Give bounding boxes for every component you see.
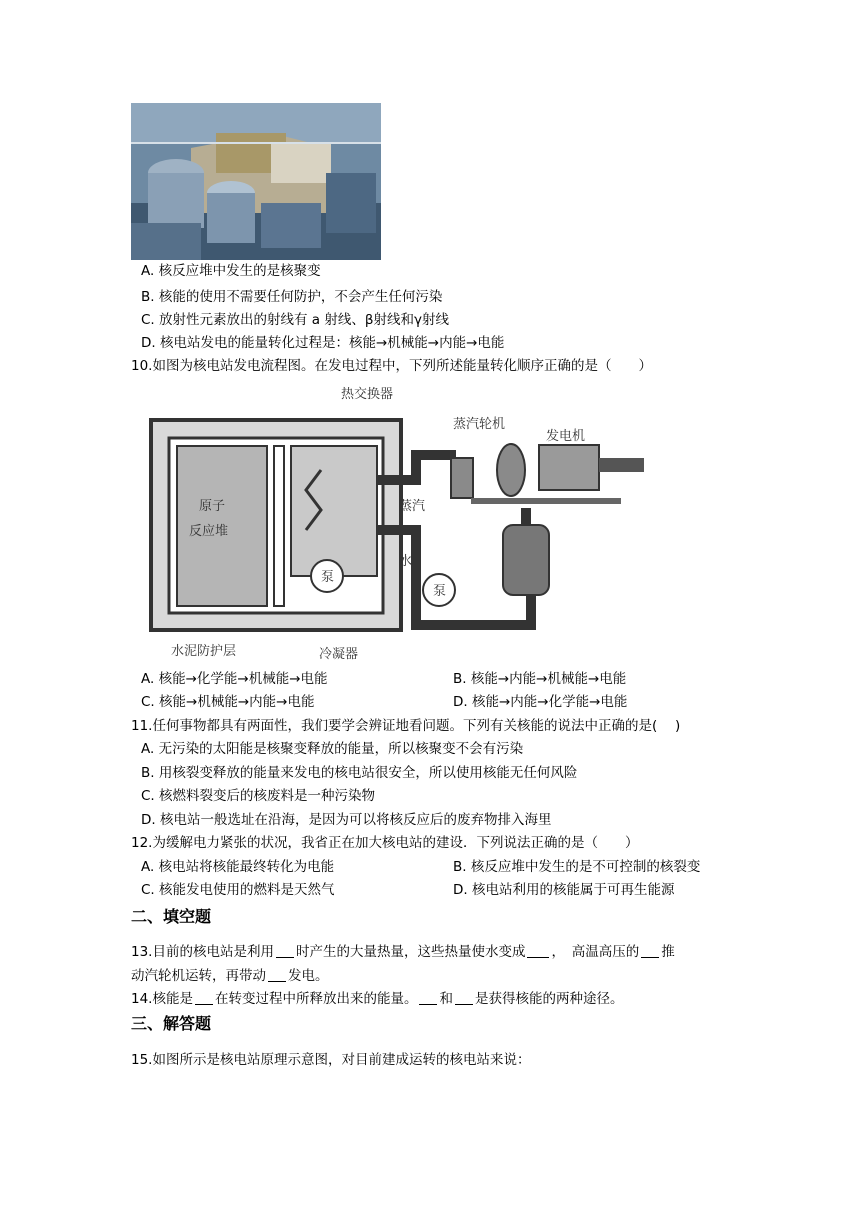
q13-line2 <box>131 967 329 985</box>
steam-label: 蒸汽 <box>399 499 426 514</box>
condenser-label: 冷凝器 <box>319 647 359 662</box>
reactor-label-line1: 原子 <box>199 499 226 514</box>
nuclear-power-flow-diagram <box>131 380 651 665</box>
q12-option-a: A. 核电站将核能最终转化为电能 <box>141 859 335 875</box>
q14-blank-3[interactable] <box>455 990 473 1005</box>
q14-text-3: 和 <box>439 991 453 1007</box>
q11-option-a: A. 无污染的太阳能是核聚变释放的能量，所以核聚变不会有污染 <box>141 741 524 757</box>
q11-stem: 11.任何事物都具有两面性，我们要学会辨证地看问题。下列有关核能的说法中正确的是( ) <box>131 718 681 734</box>
q13-line1 <box>131 943 675 961</box>
q12-option-b: B. 核反应堆中发生的是不可控制的核裂变 <box>453 859 701 875</box>
q13-blank-2[interactable] <box>527 943 549 958</box>
pump-label-2: 泵 <box>433 584 447 599</box>
q13-text-3: ， 高温高压的 <box>551 944 640 960</box>
q13-text-1: 13.目前的核电站是利用 <box>131 944 274 960</box>
q11-option-b: B. 用核裂变释放的能量来发电的核电站很安全，所以使用核能无任何风险 <box>141 765 578 781</box>
q9-option-b: B. 核能的使用不需要任何防护，不会产生任何污染 <box>141 289 443 305</box>
nuclear-plant-photo <box>131 103 381 260</box>
q14-blank-1[interactable] <box>195 990 213 1005</box>
q13-text-5: 动汽轮机运转，再带动 <box>131 968 266 984</box>
turbine-label: 蒸汽轮机 <box>453 417 506 432</box>
heat-exchanger-label: 热交换器 <box>341 387 394 402</box>
q12-option-d: D. 核电站利用的核能属于可再生能源 <box>453 882 675 898</box>
q11-option-c: C. 核燃料裂变后的核废料是一种污染物 <box>141 788 376 804</box>
q13-blank-1[interactable] <box>276 943 294 958</box>
q9-option-c: C. 放射性元素放出的射线有 a 射线、β射线和γ射线 <box>141 312 449 328</box>
q12-option-c: C. 核能发电使用的燃料是天然气 <box>141 882 335 898</box>
q13-text-2: 时产生的大量热量，这些热量使水变成 <box>295 944 526 960</box>
q10-option-b: B. 核能→内能→机械能→电能 <box>453 671 627 687</box>
q10-option-c: C. 核能→机械能→内能→电能 <box>141 694 315 710</box>
reactor-label-line2: 反应堆 <box>189 524 229 539</box>
section-answer-heading: 三、解答题 <box>131 1014 212 1033</box>
q10-option-a: A. 核能→化学能→机械能→电能 <box>141 671 328 687</box>
q14-text-4: 是获得核能的两种途径。 <box>474 991 624 1007</box>
q11-option-d: D. 核电站一般选址在沿海，是因为可以将核反应后的废弃物排入海里 <box>141 812 552 828</box>
generator-label: 发电机 <box>546 429 586 444</box>
q10-stem: 10.如图为核电站发电流程图。在发电过程中，下列所述能量转化顺序正确的是（ ） <box>131 358 652 374</box>
section-fill-in-heading: 二、填空题 <box>131 907 212 926</box>
q13-text-6: 发电。 <box>288 968 329 984</box>
q9-option-d: D. 核电站发电的能量转化过程是：核能→机械能→内能→电能 <box>141 335 505 351</box>
cement-layer-label: 水泥防护层 <box>171 644 237 659</box>
q13-blank-3[interactable] <box>641 943 659 958</box>
q10-option-d: D. 核能→内能→化学能→电能 <box>453 694 628 710</box>
q13-text-4: 推 <box>661 944 675 960</box>
q14-blank-2[interactable] <box>419 990 437 1005</box>
q14-text-1: 14.核能是 <box>131 991 193 1007</box>
q12-stem: 12.为缓解电力紧张的状况，我省正在加大核电站的建设．下列说法正确的是（ ） <box>131 835 639 851</box>
q14-line <box>131 990 623 1008</box>
q9-option-a: A. 核反应堆中发生的是核聚变 <box>141 263 321 279</box>
q14-text-2: 在转变过程中所释放出来的能量。 <box>214 991 418 1007</box>
q15-stem: 15.如图所示是核电站原理示意图，对目前建成运转的核电站来说： <box>131 1052 531 1068</box>
q13-blank-4[interactable] <box>268 967 286 982</box>
pump-label-1: 泵 <box>321 570 335 585</box>
water-label: 水 <box>399 554 413 569</box>
